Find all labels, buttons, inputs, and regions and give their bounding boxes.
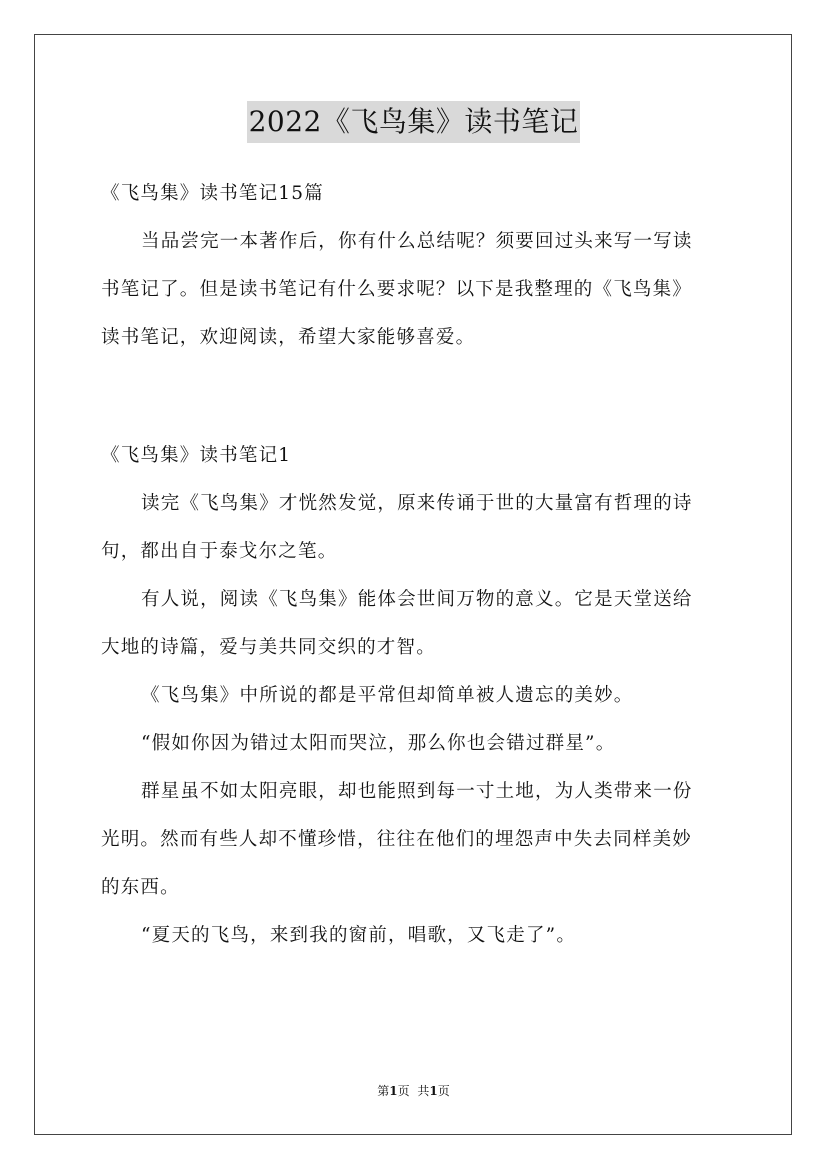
body-line-4: 大地的诗篇，爱与美共同交织的才智。 bbox=[101, 637, 436, 658]
footer-page-number: 1 bbox=[389, 1084, 398, 1098]
page-footer bbox=[0, 1082, 827, 1100]
intro-line-1: 当品尝完一本著作后，你有什么总结呢？须要回过头来写一写读 bbox=[141, 231, 693, 252]
subtitle: 《飞鸟集》读书笔记15篇 bbox=[101, 183, 324, 204]
footer-page-prefix: 第 bbox=[377, 1084, 390, 1098]
body-line-2: 句，都出自于泰戈尔之笔。 bbox=[101, 541, 338, 562]
title-container bbox=[0, 101, 827, 143]
document-title: 2022《飞鸟集》读书笔记 bbox=[247, 101, 581, 143]
footer-page-suffix: 页 bbox=[397, 1084, 410, 1098]
intro-line-2: 书笔记了。但是读书笔记有什么要求呢？以下是我整理的《飞鸟集》 bbox=[101, 279, 693, 300]
body-line-1: 读完《飞鸟集》才恍然发觉，原来传诵于世的大量富有哲理的诗 bbox=[141, 493, 693, 514]
body-line-7: 群星虽不如太阳亮眼，却也能照到每一寸土地，为人类带来一份 bbox=[141, 781, 693, 802]
body-line-8: 光明。然而有些人却不懂珍惜，往往在他们的埋怨声中失去同样美妙 bbox=[101, 829, 693, 850]
footer-total-number: 1 bbox=[429, 1084, 438, 1098]
body-line-5: 《飞鸟集》中所说的都是平常但却简单被人遗忘的美妙。 bbox=[141, 685, 634, 706]
intro-line-3: 读书笔记，欢迎阅读，希望大家能够喜爱。 bbox=[101, 327, 476, 348]
footer-total-suffix: 页 bbox=[437, 1084, 450, 1098]
body-line-9: 的东西。 bbox=[101, 877, 180, 898]
document-body bbox=[101, 170, 731, 960]
body-line-6: “假如你因为错过太阳而哭泣，那么你也会错过群星”。 bbox=[141, 733, 616, 754]
body-line-3: 有人说，阅读《飞鸟集》能体会世间万物的意义。它是天堂送给 bbox=[141, 589, 693, 610]
footer-total-prefix: 共 bbox=[417, 1084, 430, 1098]
section-heading: 《飞鸟集》读书笔记1 bbox=[101, 445, 292, 466]
body-line-10: “夏天的飞鸟，来到我的窗前，唱歌，又飞走了”。 bbox=[141, 925, 577, 946]
section-gap bbox=[101, 362, 731, 432]
